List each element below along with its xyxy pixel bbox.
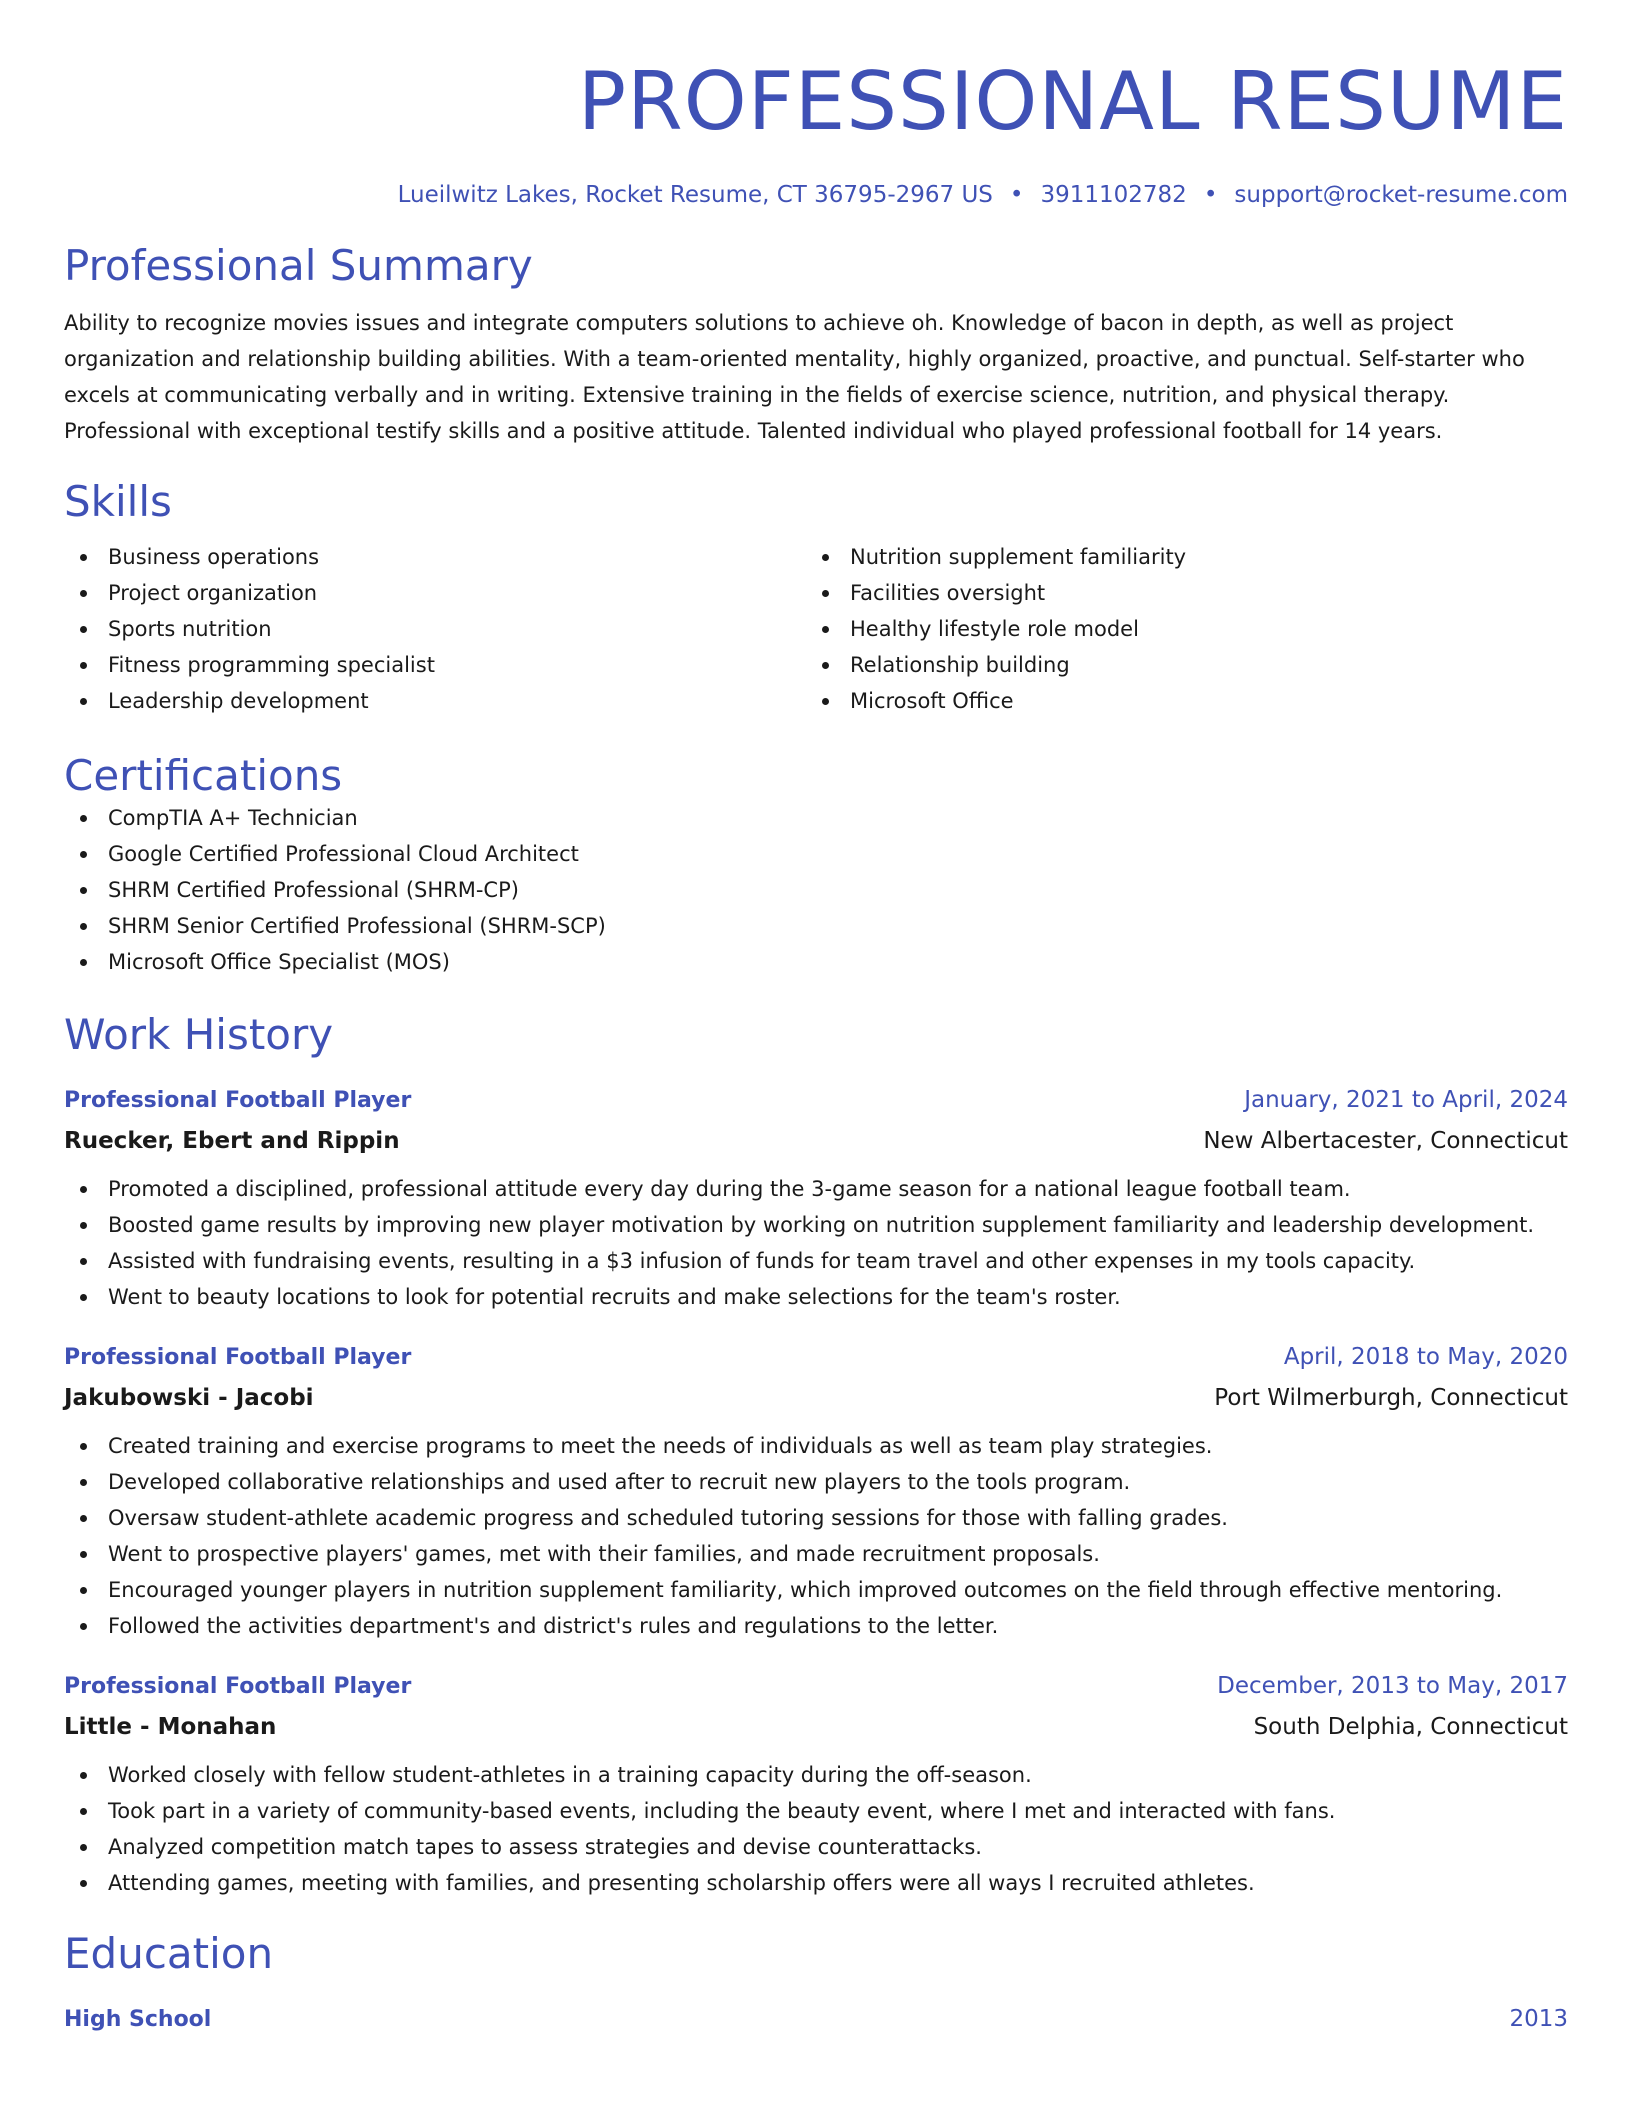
skill-item: Nutrition supplement familiarity [806,539,1548,575]
certifications-heading: Certifications [64,751,343,801]
skill-item: Business operations [64,539,806,575]
job-title-row [64,1337,1568,1378]
job-bullet: Boosted game results by improving new player motivation by working on nutrition supplement familiarity and leadership development. [64,1207,1568,1243]
summary-text: Ability to recognize movies issues and integrate computers solutions to achieve oh. Knowledge of bacon in depth, as well as project organization and relationship building abilities. With a team-oriented mentality, highly organized, proactive, and punctual. Self-starter who excels at communicating verbally and in writing. Extensive training in the fields of exercise science, nutrition, and physical therapy. Professional with exceptional testify skills and a positive attitude. Talented individual who played professional football for 14 years. [64,311,1525,444]
job-bullet: Encouraged younger players in nutrition supplement familiarity, which improved outcomes on the field through effective mentoring. [64,1572,1568,1608]
job-dates: April, 2018 to May, 2020 [1283,1343,1568,1370]
education-heading: Education [64,1928,274,1978]
job-location: Port Wilmerburgh, Connecticut [1214,1384,1568,1411]
job-title-row [64,1080,1568,1121]
job-entry [64,1666,1568,1901]
contact-line [64,184,1568,207]
job-title-row [64,1666,1568,1707]
job-bullet: Went to prospective players' games, met with their families, and made recruitment proposals. [64,1536,1568,1572]
job-company: Little - Monahan [64,1713,277,1740]
certification-item: CompTIA A+ Technician [64,800,1568,836]
job-location: New Albertacester, Connecticut [1203,1127,1568,1154]
skills-list-left [64,539,806,719]
education-row [64,1999,1568,2040]
job-bullet: Worked closely with fellow student-athletes in a training capacity during the off-season. [64,1757,1568,1793]
certification-item: Google Certified Professional Cloud Architect [64,836,1568,872]
certifications-list [64,800,1568,980]
education-year: 2013 [1509,2005,1568,2032]
job-bullet: Went to beauty locations to look for potential recruits and make selections for the team's roster. [64,1279,1568,1315]
job-bullet: Oversaw student-athlete academic progress and scheduled tutoring sessions for those with falling grades. [64,1500,1568,1536]
job-bullet: Analyzed competition match tapes to assess strategies and devise counterattacks. [64,1829,1568,1865]
resume-title: PROFESSIONAL RESUME [577,55,1568,148]
skill-item: Project organization [64,575,806,611]
job-company: Ruecker, Ebert and Rippin [64,1127,400,1154]
skills-grid [64,539,1568,719]
job-entry [64,1337,1568,1644]
skill-item: Sports nutrition [64,611,806,647]
skill-item: Relationship building [806,647,1548,683]
contact-separator: • [1203,182,1218,208]
job-entry [64,1080,1568,1315]
job-bullet: Developed collaborative relationships and used after to recruit new players to the tools program. [64,1464,1568,1500]
contact-phone: 3911102782 [1040,182,1187,208]
skill-item: Fitness programming specialist [64,647,806,683]
contact-address: Lueilwitz Lakes, Rocket Resume, CT 36795-2967 US [397,182,993,208]
job-bullet: Assisted with fundraising events, resulting in a $3 infusion of funds for team travel and other expenses in my tools capacity. [64,1243,1568,1279]
education-degree: High School [64,2006,212,2032]
skill-item: Leadership development [64,683,806,719]
job-bullet: Attending games, meeting with families, and presenting scholarship offers were all ways I recruited athletes. [64,1865,1568,1901]
work-history-heading: Work History [64,1009,334,1059]
job-bullet: Promoted a disciplined, professional attitude every day during the 3-game season for a national league football team. [64,1171,1568,1207]
certification-item: SHRM Senior Certified Professional (SHRM-SCP) [64,908,1568,944]
certification-item: SHRM Certified Professional (SHRM-CP) [64,872,1568,908]
job-company-row [64,1707,1568,1747]
certification-item: Microsoft Office Specialist (MOS) [64,944,1568,980]
job-company: Jakubowski - Jacobi [64,1384,314,1411]
job-bullets [64,1171,1568,1315]
job-bullets [64,1757,1568,1901]
job-title: Professional Football Player [64,1087,412,1113]
job-location: South Delphia, Connecticut [1253,1713,1568,1740]
job-dates: January, 2021 to April, 2024 [1244,1086,1568,1113]
job-bullets [64,1428,1568,1644]
job-title: Professional Football Player [64,1673,412,1699]
job-bullet: Took part in a variety of community-based events, including the beauty event, where I met and interacted with fans. [64,1793,1568,1829]
job-bullet: Followed the activities department's and district's rules and regulations to the letter. [64,1608,1568,1644]
job-company-row [64,1378,1568,1418]
job-title: Professional Football Player [64,1344,412,1370]
contact-email: support@rocket-resume.com [1234,182,1568,208]
job-dates: December, 2013 to May, 2017 [1217,1672,1568,1699]
job-bullet: Created training and exercise programs to meet the needs of individuals as well as team play strategies. [64,1428,1568,1464]
job-company-row [64,1121,1568,1161]
skills-list-right [806,539,1548,719]
skills-heading: Skills [64,477,172,527]
summary-heading: Professional Summary [64,241,533,290]
contact-separator: • [1009,182,1024,208]
skill-item: Healthy lifestyle role model [806,611,1548,647]
skill-item: Facilities oversight [806,575,1548,611]
skill-item: Microsoft Office [806,683,1548,719]
